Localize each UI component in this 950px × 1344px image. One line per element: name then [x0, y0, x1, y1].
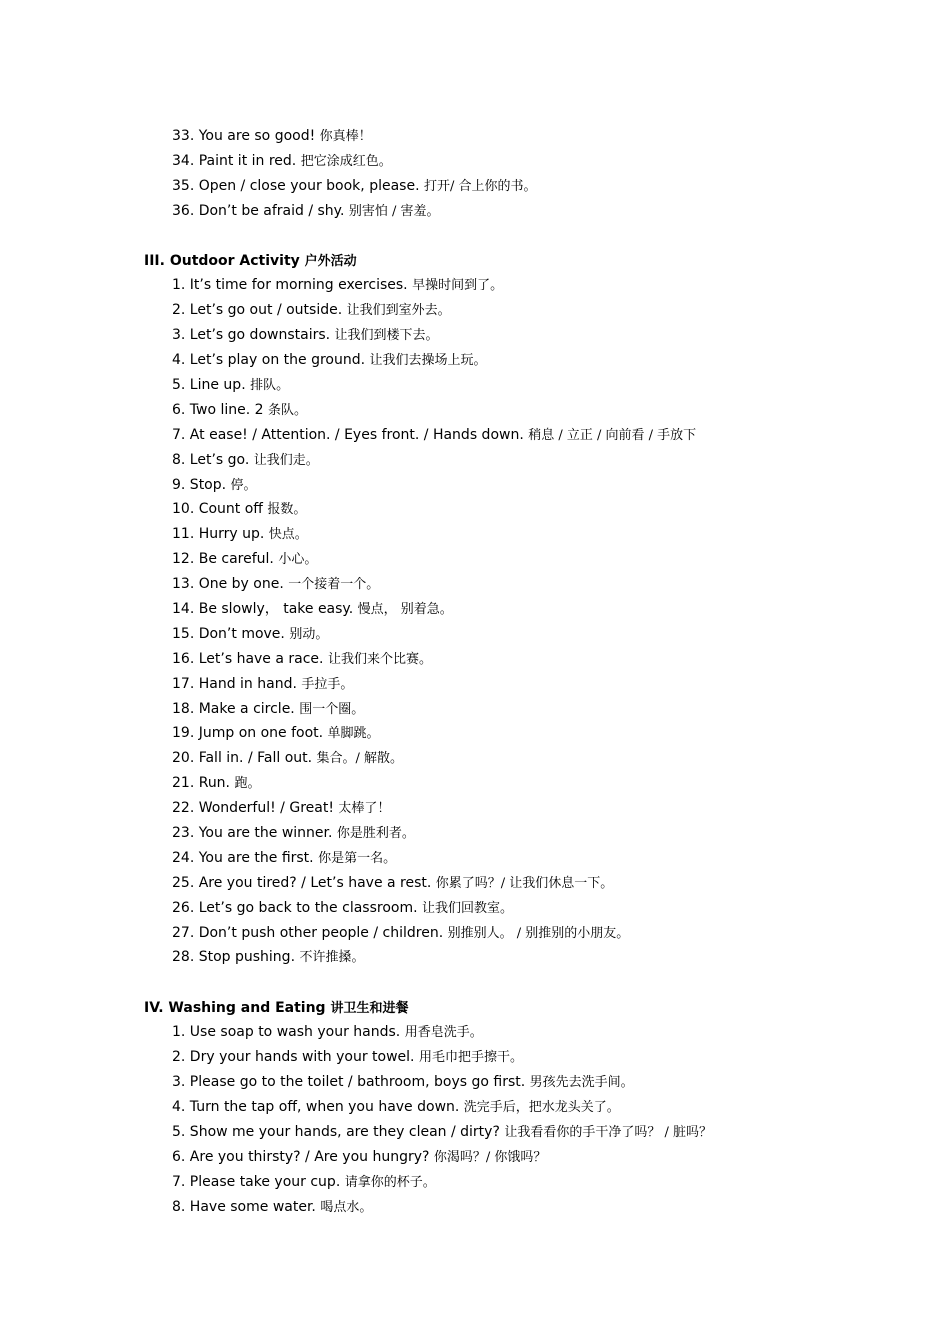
item-chinese: 把它涂成红色。	[300, 153, 392, 169]
item-english: 8. Let’s go.	[172, 451, 250, 468]
item-english: 16. Let’s have a race.	[172, 650, 324, 667]
item-chinese: 围一个圈。	[299, 701, 365, 717]
item-chinese: 排队。	[250, 377, 290, 393]
list-item	[0, 622, 950, 647]
item-chinese: 手拉手。	[301, 676, 354, 692]
item-english: 22. Wonderful! / Great!	[172, 800, 334, 817]
item-chinese: 打开/ 合上你的书。	[423, 178, 537, 194]
list-item	[0, 821, 950, 846]
list-item	[0, 174, 950, 199]
list-item	[0, 473, 950, 498]
item-chinese: 停。	[230, 477, 257, 493]
list-item	[0, 423, 950, 448]
heading-chinese: 户外活动	[304, 253, 357, 269]
item-chinese: 洗完手后，把水龙头关了。	[463, 1100, 620, 1116]
item-chinese: 让我们到楼下去。	[334, 328, 439, 344]
item-english: 2. Dry your hands with your towel.	[172, 1049, 415, 1066]
item-chinese: 别动。	[289, 626, 329, 642]
item-english: 9. Stop.	[172, 476, 227, 493]
item-english: 1. It’s time for morning exercises.	[172, 277, 408, 294]
list-item	[0, 199, 950, 224]
item-english: 14. Be slowly， take easy.	[172, 600, 354, 617]
section-outdoor-activity	[0, 249, 950, 971]
item-english: 21. Run.	[172, 775, 231, 792]
item-english: 19. Jump on one foot.	[172, 725, 324, 742]
item-english: 24. You are the first.	[172, 849, 314, 866]
list-item	[0, 647, 950, 672]
item-english: 27. Don’t push other people / children.	[172, 924, 444, 941]
list-item	[0, 672, 950, 697]
section-ii-continued	[0, 124, 950, 224]
item-chinese: 让我们到室外去。	[346, 303, 451, 319]
item-english: 25. Are you tired? / Let’s have a rest.	[172, 874, 432, 891]
item-english: 20. Fall in. / Fall out.	[172, 750, 313, 767]
item-english: 35. Open / close your book, please.	[172, 177, 420, 194]
item-chinese: 一个接着一个。	[288, 577, 380, 593]
item-chinese: 集合。/ 解散。	[316, 751, 404, 767]
item-english: 4. Let’s play on the ground.	[172, 352, 366, 369]
list-item	[0, 1020, 950, 1045]
item-english: 5. Line up.	[172, 376, 246, 393]
item-english: 7. Please take your cup.	[172, 1173, 341, 1190]
section-washing-eating	[0, 996, 950, 1220]
item-english: 13. One by one.	[172, 576, 284, 593]
item-chinese: 小心。	[278, 552, 318, 568]
item-english: 26. Let’s go back to the classroom.	[172, 899, 418, 916]
list-item	[0, 1095, 950, 1120]
item-english: 18. Make a circle.	[172, 700, 295, 717]
item-english: 11. Hurry up.	[172, 526, 265, 543]
item-chinese: 你累了吗？/ 让我们休息一下。	[435, 875, 614, 891]
item-english: 4. Turn the tap off, when you have down.	[172, 1099, 460, 1116]
item-english: 8. Have some water.	[172, 1198, 316, 1215]
item-chinese: 早操时间到了。	[412, 278, 504, 294]
item-english: 15. Don’t move.	[172, 625, 285, 642]
item-english: 2. Let’s go out / outside.	[172, 302, 343, 319]
item-english: 3. Please go to the toilet / bathroom, boys go first.	[172, 1074, 526, 1091]
list-item	[0, 697, 950, 722]
outdoor-activity-list	[0, 273, 950, 970]
item-chinese: 喝点水。	[320, 1199, 373, 1215]
item-english: 6. Two line. 2	[172, 401, 264, 418]
item-english: 6. Are you thirsty? / Are you hungry?	[172, 1148, 430, 1165]
item-chinese: 男孩先去洗手间。	[529, 1075, 634, 1091]
item-chinese: 稍息 / 立正 / 向前看 / 手放下	[528, 427, 697, 443]
list-item	[0, 149, 950, 174]
list-item	[0, 1120, 950, 1145]
list-item	[0, 1195, 950, 1220]
item-english: 23. You are the winner.	[172, 824, 333, 841]
heading-english: IV. Washing and Eating	[144, 999, 326, 1016]
item-chinese: 不许推搡。	[299, 950, 365, 966]
item-chinese: 太棒了！	[338, 801, 391, 817]
list-item	[0, 746, 950, 771]
list-item	[0, 1145, 950, 1170]
heading-chinese: 讲卫生和进餐	[330, 1000, 409, 1016]
item-english: 28. Stop pushing.	[172, 949, 296, 966]
item-english: 3. Let’s go downstairs.	[172, 327, 331, 344]
list-item	[0, 771, 950, 796]
list-item	[0, 497, 950, 522]
item-chinese: 用毛巾把手擦干。	[418, 1050, 523, 1066]
list-item	[0, 547, 950, 572]
item-chinese: 别推别人。 / 别推别的小朋友。	[447, 925, 630, 941]
item-chinese: 跑。	[234, 776, 261, 792]
item-english: 10. Count off	[172, 501, 263, 518]
list-item	[0, 846, 950, 871]
item-english: 17. Hand in hand.	[172, 675, 297, 692]
item-chinese: 让我们回教室。	[422, 900, 514, 916]
item-english: 12. Be careful.	[172, 551, 274, 568]
list-item	[0, 1045, 950, 1070]
item-chinese: 慢点， 别着急。	[357, 601, 453, 617]
item-english: 36. Don’t be afraid / shy.	[172, 202, 345, 219]
item-chinese: 让我们走。	[253, 452, 319, 468]
list-item	[0, 796, 950, 821]
list-item	[0, 298, 950, 323]
list-item	[0, 871, 950, 896]
list-item	[0, 522, 950, 547]
item-chinese: 快点。	[268, 527, 308, 543]
list-item	[0, 124, 950, 149]
list-item	[0, 721, 950, 746]
list-item	[0, 1170, 950, 1195]
item-chinese: 条队。	[268, 402, 308, 418]
section-heading	[0, 996, 950, 1021]
section-heading	[0, 249, 950, 274]
item-chinese: 让我看看你的手干净了吗？ / 脏吗？	[504, 1124, 712, 1140]
item-chinese: 别害怕 / 害羞。	[348, 203, 440, 219]
list-item	[0, 597, 950, 622]
item-chinese: 单脚跳。	[327, 726, 380, 742]
list-item	[0, 398, 950, 423]
item-chinese: 报数。	[267, 502, 307, 518]
list-item	[0, 945, 950, 970]
item-chinese: 你是胜利者。	[336, 825, 415, 841]
item-chinese: 你渴吗？/ 你饿吗？	[433, 1149, 547, 1165]
item-chinese: 让我们来个比赛。	[327, 651, 432, 667]
list-item	[0, 348, 950, 373]
list-item	[0, 1070, 950, 1095]
heading-english: III. Outdoor Activity	[144, 252, 300, 269]
item-english: 5. Show me your hands, are they clean / dirty?	[172, 1123, 500, 1140]
item-chinese: 你是第一名。	[318, 850, 397, 866]
list-item	[0, 273, 950, 298]
item-chinese: 请拿你的杯子。	[344, 1174, 436, 1190]
item-chinese: 你真棒！	[319, 129, 372, 144]
list-item	[0, 921, 950, 946]
item-chinese: 用香皂洗手。	[404, 1025, 483, 1041]
item-english: 1. Use soap to wash your hands.	[172, 1024, 401, 1041]
item-chinese: 让我们去操场上玩。	[369, 353, 487, 369]
washing-eating-list	[0, 1020, 950, 1219]
list-item	[0, 448, 950, 473]
item-english: 34. Paint it in red.	[172, 152, 297, 169]
list-item	[0, 323, 950, 348]
list-item	[0, 572, 950, 597]
item-english: 33. You are so good!	[172, 128, 316, 144]
item-english: 7. At ease! / Attention. / Eyes front. / Hands down.	[172, 426, 524, 443]
list-item	[0, 373, 950, 398]
list-item	[0, 896, 950, 921]
